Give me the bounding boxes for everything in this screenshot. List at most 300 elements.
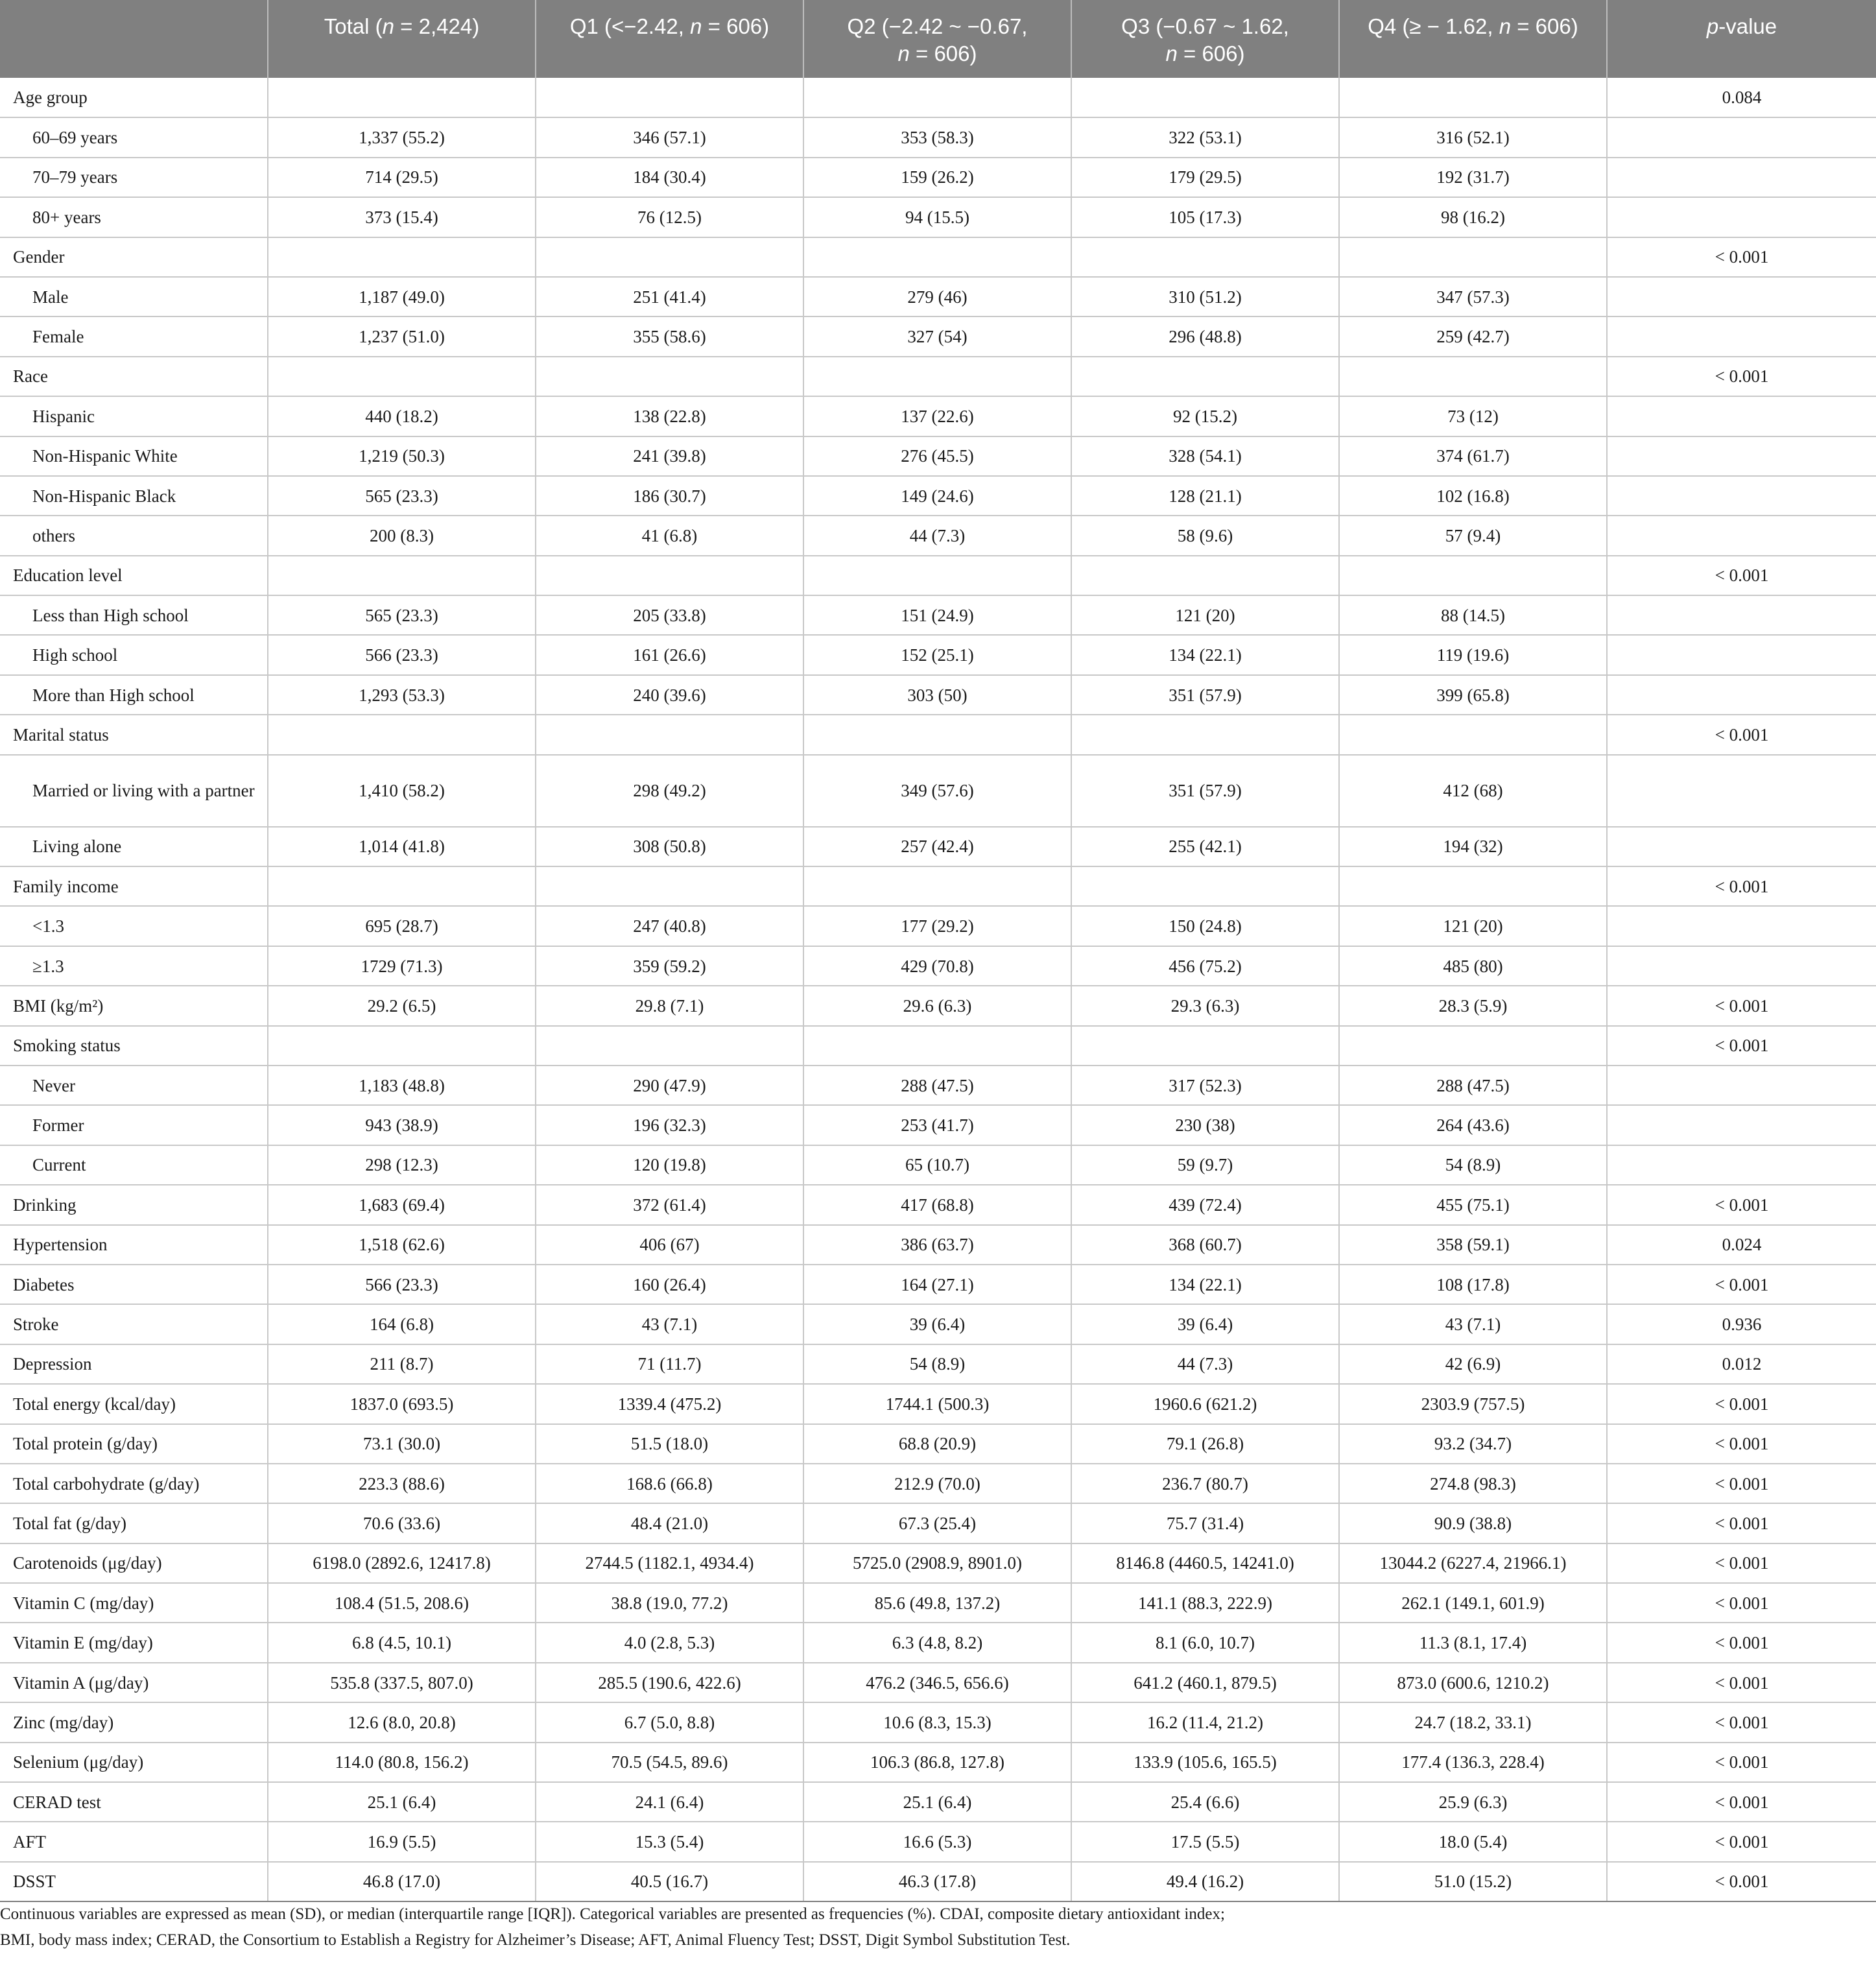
header-total-count: = 2,424) <box>394 14 480 38</box>
cell-q1: 196 (32.3) <box>536 1105 803 1145</box>
cell-q4: 2303.9 (757.5) <box>1339 1384 1607 1423</box>
cell-total: 211 (8.7) <box>268 1344 536 1384</box>
cell-q4: 412 (68) <box>1339 755 1607 827</box>
table-row <box>0 1583 1876 1623</box>
cell-q2 <box>803 357 1071 396</box>
cell-total: 164 (6.8) <box>268 1304 536 1344</box>
table-row <box>0 237 1876 277</box>
cell-q3: 296 (48.8) <box>1071 316 1339 356</box>
cell-q3 <box>1071 1026 1339 1066</box>
cell-q1: 251 (41.4) <box>536 277 803 316</box>
cell-q1: 308 (50.8) <box>536 827 803 866</box>
cell-q1: 71 (11.7) <box>536 1344 803 1384</box>
cell-q1: 29.8 (7.1) <box>536 986 803 1025</box>
cell-total: 1,014 (41.8) <box>268 827 536 866</box>
cell-q4: 25.9 (6.3) <box>1339 1782 1607 1822</box>
cell-q1: 346 (57.1) <box>536 117 803 157</box>
cell-q3 <box>1071 866 1339 906</box>
row-label: Total energy (kcal/day) <box>0 1384 268 1423</box>
cell-p: < 0.001 <box>1607 1543 1876 1583</box>
cell-p: < 0.001 <box>1607 866 1876 906</box>
cell-q3: 141.1 (88.3, 222.9) <box>1071 1583 1339 1623</box>
cell-q3 <box>1071 556 1339 595</box>
row-label: Carotenoids (μg/day) <box>0 1543 268 1583</box>
cell-total: 200 (8.3) <box>268 516 536 555</box>
cell-q4 <box>1339 237 1607 277</box>
row-label: Race <box>0 357 268 396</box>
cell-q3: 75.7 (31.4) <box>1071 1503 1339 1543</box>
cell-p: < 0.001 <box>1607 1384 1876 1423</box>
cell-q3: 59 (9.7) <box>1071 1145 1339 1185</box>
cell-q4: 54 (8.9) <box>1339 1145 1607 1185</box>
row-sublabel: 80+ years <box>0 197 268 237</box>
cell-p: < 0.001 <box>1607 1862 1876 1901</box>
cell-q1 <box>536 78 803 117</box>
table-row <box>0 1145 1876 1185</box>
cell-q4: 873.0 (600.6, 1210.2) <box>1339 1663 1607 1702</box>
row-sublabel: High school <box>0 635 268 674</box>
cell-q3: 179 (29.5) <box>1071 158 1339 197</box>
header-p-value <box>1607 0 1876 78</box>
cell-total: 943 (38.9) <box>268 1105 536 1145</box>
cell-q3: 133.9 (105.6, 165.5) <box>1071 1743 1339 1782</box>
row-sublabel: <1.3 <box>0 906 268 946</box>
header-q1-text: Q1 (<−2.42, <box>569 14 691 38</box>
cell-p <box>1607 277 1876 316</box>
cell-total: 695 (28.7) <box>268 906 536 946</box>
header-row <box>0 0 1876 78</box>
cell-q3: 322 (53.1) <box>1071 117 1339 157</box>
cell-q1: 184 (30.4) <box>536 158 803 197</box>
cell-q2: 65 (10.7) <box>803 1145 1071 1185</box>
cell-q3: 456 (75.2) <box>1071 946 1339 986</box>
cell-q1: 24.1 (6.4) <box>536 1782 803 1822</box>
cell-total: 440 (18.2) <box>268 396 536 436</box>
row-label: Hypertension <box>0 1225 268 1265</box>
cell-q3: 310 (51.2) <box>1071 277 1339 316</box>
cell-q3: 17.5 (5.5) <box>1071 1822 1339 1861</box>
header-variable <box>0 0 268 78</box>
cell-p: 0.012 <box>1607 1344 1876 1384</box>
cell-q1: 160 (26.4) <box>536 1265 803 1304</box>
cell-q4 <box>1339 556 1607 595</box>
cell-q3: 44 (7.3) <box>1071 1344 1339 1384</box>
cell-q2: 429 (70.8) <box>803 946 1071 986</box>
row-label: Family income <box>0 866 268 906</box>
cell-q2: 5725.0 (2908.9, 8901.0) <box>803 1543 1071 1583</box>
cell-q2: 327 (54) <box>803 316 1071 356</box>
cell-q3: 317 (52.3) <box>1071 1066 1339 1105</box>
cell-q2: 386 (63.7) <box>803 1225 1071 1265</box>
cell-q1: 76 (12.5) <box>536 197 803 237</box>
cell-q3: 134 (22.1) <box>1071 635 1339 674</box>
table-row <box>0 476 1876 516</box>
table-row <box>0 158 1876 197</box>
cell-q4: 262.1 (149.1, 601.9) <box>1339 1583 1607 1623</box>
footnote-line-2: BMI, body mass index; CERAD, the Consortium to Establish a Registry for Alzheimer’s Disease; AFT, Animal Fluency Test; DSST, Digit Symbol Substitution Test. <box>0 1931 1071 1949</box>
cell-q1 <box>536 237 803 277</box>
table-row <box>0 986 1876 1025</box>
cell-q4: 98 (16.2) <box>1339 197 1607 237</box>
cell-p: 0.084 <box>1607 78 1876 117</box>
cell-p: < 0.001 <box>1607 1702 1876 1742</box>
row-label: Stroke <box>0 1304 268 1344</box>
cell-q4: 358 (59.1) <box>1339 1225 1607 1265</box>
cell-total: 12.6 (8.0, 20.8) <box>268 1702 536 1742</box>
cell-total: 1837.0 (693.5) <box>268 1384 536 1423</box>
cell-q4: 28.3 (5.9) <box>1339 986 1607 1025</box>
table-row <box>0 556 1876 595</box>
cell-q3: 16.2 (11.4, 21.2) <box>1071 1702 1339 1742</box>
header-q1 <box>536 0 803 78</box>
header-q2 <box>803 0 1071 78</box>
row-sublabel: Living alone <box>0 827 268 866</box>
table-row <box>0 715 1876 754</box>
row-label: Depression <box>0 1344 268 1384</box>
cell-p <box>1607 436 1876 476</box>
table-row <box>0 866 1876 906</box>
row-label: Marital status <box>0 715 268 754</box>
cell-total: 373 (15.4) <box>268 197 536 237</box>
cell-q2: 29.6 (6.3) <box>803 986 1071 1025</box>
cell-p: < 0.001 <box>1607 986 1876 1025</box>
row-label: Selenium (μg/day) <box>0 1743 268 1782</box>
cell-q4: 177.4 (136.3, 228.4) <box>1339 1743 1607 1782</box>
row-label: Drinking <box>0 1185 268 1224</box>
cell-q1: 161 (26.6) <box>536 635 803 674</box>
table-row <box>0 946 1876 986</box>
table-row <box>0 1543 1876 1583</box>
cell-q4: 73 (12) <box>1339 396 1607 436</box>
cell-p: < 0.001 <box>1607 1583 1876 1623</box>
cell-p <box>1607 675 1876 715</box>
cell-q3: 1960.6 (621.2) <box>1071 1384 1339 1423</box>
cell-q1: 241 (39.8) <box>536 436 803 476</box>
cell-p <box>1607 635 1876 674</box>
header-q2-n: n <box>897 42 910 66</box>
row-label: Smoking status <box>0 1026 268 1066</box>
cell-total: 1,337 (55.2) <box>268 117 536 157</box>
cell-q4: 194 (32) <box>1339 827 1607 866</box>
cell-q2: 16.6 (5.3) <box>803 1822 1071 1861</box>
cell-q1: 48.4 (21.0) <box>536 1503 803 1543</box>
cell-q3: 92 (15.2) <box>1071 396 1339 436</box>
header-q4 <box>1339 0 1607 78</box>
cell-q2: 151 (24.9) <box>803 595 1071 635</box>
cell-q4: 42 (6.9) <box>1339 1344 1607 1384</box>
table-row <box>0 277 1876 316</box>
row-sublabel: 70–79 years <box>0 158 268 197</box>
cell-q4 <box>1339 1026 1607 1066</box>
cell-q3: 236.7 (80.7) <box>1071 1464 1339 1503</box>
cell-total: 16.9 (5.5) <box>268 1822 536 1861</box>
cell-q4 <box>1339 715 1607 754</box>
cell-total: 6198.0 (2892.6, 12417.8) <box>268 1543 536 1583</box>
cell-p: < 0.001 <box>1607 715 1876 754</box>
cell-q3: 230 (38) <box>1071 1105 1339 1145</box>
cell-q4: 347 (57.3) <box>1339 277 1607 316</box>
cell-q3 <box>1071 237 1339 277</box>
header-q3-count: = 606) <box>1177 42 1245 66</box>
row-label: Total protein (g/day) <box>0 1424 268 1464</box>
cell-total <box>268 1026 536 1066</box>
table-body <box>0 78 1876 1901</box>
cell-q2: 159 (26.2) <box>803 158 1071 197</box>
cell-total: 29.2 (6.5) <box>268 986 536 1025</box>
row-sublabel: Hispanic <box>0 396 268 436</box>
cell-q1: 240 (39.6) <box>536 675 803 715</box>
cell-total: 565 (23.3) <box>268 476 536 516</box>
cell-total: 298 (12.3) <box>268 1145 536 1185</box>
cell-q4 <box>1339 866 1607 906</box>
cell-total: 1729 (71.3) <box>268 946 536 986</box>
table-row <box>0 906 1876 946</box>
cell-q1: 38.8 (19.0, 77.2) <box>536 1583 803 1623</box>
header-q2-count: = 606) <box>909 42 977 66</box>
cell-q2: 349 (57.6) <box>803 755 1071 827</box>
cell-q4: 108 (17.8) <box>1339 1265 1607 1304</box>
cell-q4: 192 (31.7) <box>1339 158 1607 197</box>
cell-q3: 29.3 (6.3) <box>1071 986 1339 1025</box>
cell-q4: 88 (14.5) <box>1339 595 1607 635</box>
cell-total: 114.0 (80.8, 156.2) <box>268 1743 536 1782</box>
cell-p <box>1607 476 1876 516</box>
table-row <box>0 1384 1876 1423</box>
row-sublabel: Non-Hispanic White <box>0 436 268 476</box>
cell-q4: 264 (43.6) <box>1339 1105 1607 1145</box>
cell-p <box>1607 158 1876 197</box>
cell-q1: 372 (61.4) <box>536 1185 803 1224</box>
cell-p <box>1607 396 1876 436</box>
cell-total <box>268 78 536 117</box>
cell-q2: 164 (27.1) <box>803 1265 1071 1304</box>
cell-q4: 93.2 (34.7) <box>1339 1424 1607 1464</box>
cell-total: 73.1 (30.0) <box>268 1424 536 1464</box>
header-q4-count: = 606) <box>1511 14 1578 38</box>
cell-q2 <box>803 1026 1071 1066</box>
cell-q3: 58 (9.6) <box>1071 516 1339 555</box>
cell-q4: 316 (52.1) <box>1339 117 1607 157</box>
cell-q2: 152 (25.1) <box>803 635 1071 674</box>
table-row <box>0 1743 1876 1782</box>
cell-q2: 94 (15.5) <box>803 197 1071 237</box>
table-row <box>0 1105 1876 1145</box>
cell-p <box>1607 1066 1876 1105</box>
header-total-n: n <box>382 14 395 38</box>
cell-p: < 0.001 <box>1607 1026 1876 1066</box>
cell-q3: 25.4 (6.6) <box>1071 1782 1339 1822</box>
table-row <box>0 1185 1876 1224</box>
row-label: Zinc (mg/day) <box>0 1702 268 1742</box>
cell-p: < 0.001 <box>1607 1822 1876 1861</box>
cell-q2: 54 (8.9) <box>803 1344 1071 1384</box>
cell-q1: 2744.5 (1182.1, 4934.4) <box>536 1543 803 1583</box>
header-q2-text: Q2 (−2.42 ~ −0.67, <box>847 14 1028 38</box>
table-row <box>0 1265 1876 1304</box>
cell-q1: 120 (19.8) <box>536 1145 803 1185</box>
cell-p: < 0.001 <box>1607 1424 1876 1464</box>
cell-q2: 476.2 (346.5, 656.6) <box>803 1663 1071 1702</box>
row-label: Vitamin E (mg/day) <box>0 1623 268 1662</box>
header-q3-text: Q3 (−0.67 ~ 1.62, <box>1121 14 1289 38</box>
row-label: Vitamin C (mg/day) <box>0 1583 268 1623</box>
table-row <box>0 595 1876 635</box>
cell-p: < 0.001 <box>1607 1185 1876 1224</box>
cell-q1: 359 (59.2) <box>536 946 803 986</box>
table-header <box>0 0 1876 78</box>
table-row <box>0 1026 1876 1066</box>
cell-q3 <box>1071 78 1339 117</box>
cell-q3: 351 (57.9) <box>1071 755 1339 827</box>
row-sublabel: Current <box>0 1145 268 1185</box>
row-label: Vitamin A (μg/day) <box>0 1663 268 1702</box>
cell-q2: 85.6 (49.8, 137.2) <box>803 1583 1071 1623</box>
row-sublabel: More than High school <box>0 675 268 715</box>
cell-q4: 259 (42.7) <box>1339 316 1607 356</box>
cell-total <box>268 715 536 754</box>
cell-p <box>1607 1145 1876 1185</box>
header-q3-n: n <box>1165 42 1178 66</box>
cell-total: 1,683 (69.4) <box>268 1185 536 1224</box>
cell-q1: 290 (47.9) <box>536 1066 803 1105</box>
cell-q2: 10.6 (8.3, 15.3) <box>803 1702 1071 1742</box>
cell-total: 108.4 (51.5, 208.6) <box>268 1583 536 1623</box>
table-row <box>0 117 1876 157</box>
cell-total: 6.8 (4.5, 10.1) <box>268 1623 536 1662</box>
cell-q2: 1744.1 (500.3) <box>803 1384 1071 1423</box>
cell-q2: 44 (7.3) <box>803 516 1071 555</box>
table-row <box>0 827 1876 866</box>
cell-q4: 43 (7.1) <box>1339 1304 1607 1344</box>
cell-q1: 1339.4 (475.2) <box>536 1384 803 1423</box>
cell-q1: 355 (58.6) <box>536 316 803 356</box>
cell-q2: 212.9 (70.0) <box>803 1464 1071 1503</box>
cell-p: < 0.001 <box>1607 357 1876 396</box>
row-label: AFT <box>0 1822 268 1861</box>
row-label: BMI (kg/m²) <box>0 986 268 1025</box>
cell-p <box>1607 516 1876 555</box>
cell-q1: 205 (33.8) <box>536 595 803 635</box>
cell-q3: 39 (6.4) <box>1071 1304 1339 1344</box>
cell-total: 25.1 (6.4) <box>268 1782 536 1822</box>
cell-p: 0.024 <box>1607 1225 1876 1265</box>
cell-q1: 168.6 (66.8) <box>536 1464 803 1503</box>
table-row <box>0 1464 1876 1503</box>
cell-q3: 105 (17.3) <box>1071 197 1339 237</box>
table-row <box>0 396 1876 436</box>
table-row <box>0 1503 1876 1543</box>
cell-total: 565 (23.3) <box>268 595 536 635</box>
table-row <box>0 197 1876 237</box>
cell-q2: 288 (47.5) <box>803 1066 1071 1105</box>
cell-q2: 257 (42.4) <box>803 827 1071 866</box>
cell-q4: 102 (16.8) <box>1339 476 1607 516</box>
cell-q3: 128 (21.1) <box>1071 476 1339 516</box>
row-label: DSST <box>0 1862 268 1901</box>
cell-q3: 134 (22.1) <box>1071 1265 1339 1304</box>
cell-q2: 25.1 (6.4) <box>803 1782 1071 1822</box>
table-row <box>0 1702 1876 1742</box>
header-q4-n: n <box>1499 14 1512 38</box>
row-sublabel: Former <box>0 1105 268 1145</box>
cell-q1: 138 (22.8) <box>536 396 803 436</box>
cell-q2 <box>803 556 1071 595</box>
cell-total <box>268 237 536 277</box>
cell-total: 1,237 (51.0) <box>268 316 536 356</box>
cell-q4: 18.0 (5.4) <box>1339 1822 1607 1861</box>
cell-total <box>268 357 536 396</box>
cell-q2: 353 (58.3) <box>803 117 1071 157</box>
table-row <box>0 1663 1876 1702</box>
cell-q4: 288 (47.5) <box>1339 1066 1607 1105</box>
cell-q4 <box>1339 78 1607 117</box>
cell-q2 <box>803 866 1071 906</box>
cell-total: 1,410 (58.2) <box>268 755 536 827</box>
table-row <box>0 1066 1876 1105</box>
cell-q2: 39 (6.4) <box>803 1304 1071 1344</box>
cell-q2: 276 (45.5) <box>803 436 1071 476</box>
cell-q1: 6.7 (5.0, 8.8) <box>536 1702 803 1742</box>
cell-total: 535.8 (337.5, 807.0) <box>268 1663 536 1702</box>
table-row <box>0 1862 1876 1901</box>
row-sublabel: Never <box>0 1066 268 1105</box>
row-sublabel: Married or living with a partner <box>0 755 268 827</box>
cell-q2 <box>803 78 1071 117</box>
cell-q1: 40.5 (16.7) <box>536 1862 803 1901</box>
cell-q4: 51.0 (15.2) <box>1339 1862 1607 1901</box>
header-q1-n: n <box>690 14 702 38</box>
cell-q2: 279 (46) <box>803 277 1071 316</box>
cell-q3: 328 (54.1) <box>1071 436 1339 476</box>
cell-q2: 46.3 (17.8) <box>803 1862 1071 1901</box>
cell-q1 <box>536 866 803 906</box>
header-total <box>268 0 536 78</box>
cell-q4: 121 (20) <box>1339 906 1607 946</box>
cell-p: < 0.001 <box>1607 556 1876 595</box>
cell-q1: 247 (40.8) <box>536 906 803 946</box>
cell-q2: 106.3 (86.8, 127.8) <box>803 1743 1071 1782</box>
cell-total: 566 (23.3) <box>268 635 536 674</box>
cell-total: 70.6 (33.6) <box>268 1503 536 1543</box>
cell-p <box>1607 827 1876 866</box>
cell-q1 <box>536 1026 803 1066</box>
cell-total: 46.8 (17.0) <box>268 1862 536 1901</box>
cell-q2: 417 (68.8) <box>803 1185 1071 1224</box>
table-row <box>0 675 1876 715</box>
cell-q1: 15.3 (5.4) <box>536 1822 803 1861</box>
cell-q1 <box>536 715 803 754</box>
cell-q1: 43 (7.1) <box>536 1304 803 1344</box>
table-row <box>0 1822 1876 1861</box>
table-row <box>0 316 1876 356</box>
cell-q3: 641.2 (460.1, 879.5) <box>1071 1663 1339 1702</box>
cell-q3 <box>1071 357 1339 396</box>
cell-q4: 119 (19.6) <box>1339 635 1607 674</box>
cell-q4: 274.8 (98.3) <box>1339 1464 1607 1503</box>
cell-total: 714 (29.5) <box>268 158 536 197</box>
cell-q3: 8146.8 (4460.5, 14241.0) <box>1071 1543 1339 1583</box>
cell-q4: 374 (61.7) <box>1339 436 1607 476</box>
cell-p: < 0.001 <box>1607 1743 1876 1782</box>
cell-q2: 149 (24.6) <box>803 476 1071 516</box>
table-row <box>0 516 1876 555</box>
cell-q1: 298 (49.2) <box>536 755 803 827</box>
cell-q1: 285.5 (190.6, 422.6) <box>536 1663 803 1702</box>
cell-p <box>1607 755 1876 827</box>
cell-total: 1,293 (53.3) <box>268 675 536 715</box>
cell-q2: 67.3 (25.4) <box>803 1503 1071 1543</box>
cell-total: 223.3 (88.6) <box>268 1464 536 1503</box>
